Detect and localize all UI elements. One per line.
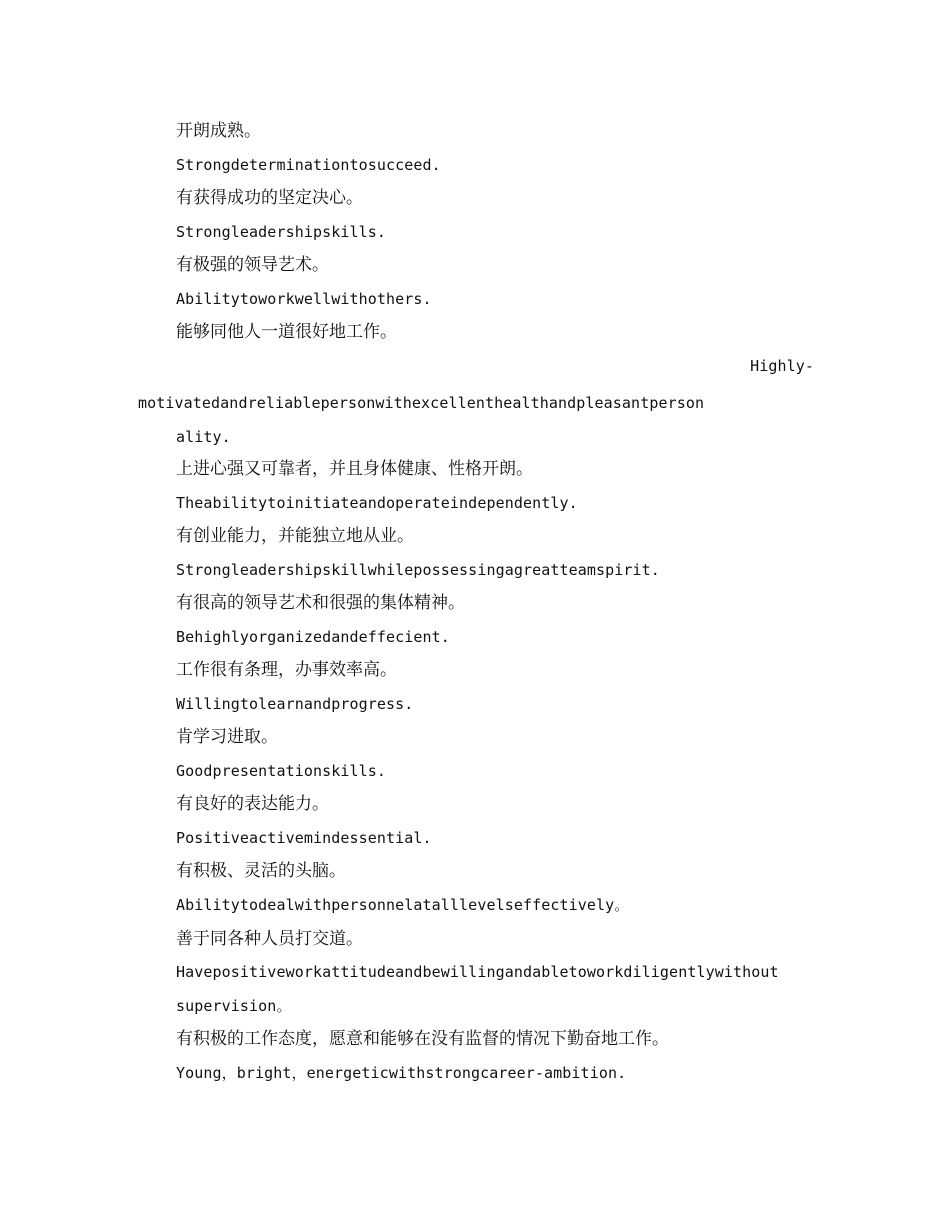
text-line: motivatedandreliablepersonwithexcellenthealthandpleasantperson bbox=[138, 394, 705, 412]
text-line: 有创业能力，并能独立地从业。 bbox=[176, 526, 414, 546]
text-line: 肯学习进取。 bbox=[176, 727, 278, 747]
text-line: supervision。 bbox=[176, 997, 292, 1015]
text-line: Positiveactivemindessential. bbox=[176, 829, 432, 847]
text-line: 有获得成功的坚定决心。 bbox=[176, 188, 363, 208]
text-line: 有积极的工作态度，愿意和能够在没有监督的情况下勤奋地工作。 bbox=[176, 1029, 669, 1049]
text-line: Highly- bbox=[750, 357, 814, 375]
text-line: ality. bbox=[176, 428, 231, 446]
text-line: 能够同他人一道很好地工作。 bbox=[176, 322, 397, 342]
text-line: Abilitytoworkwellwithothers. bbox=[176, 290, 432, 308]
text-line: Goodpresentationskills. bbox=[176, 762, 387, 780]
text-line: 善于同各种人员打交道。 bbox=[176, 929, 363, 949]
text-line: Theabilitytoinitiateandoperateindependently. bbox=[176, 494, 578, 512]
text-line: 有很高的领导艺术和很强的集体精神。 bbox=[176, 593, 465, 613]
text-line: 有良好的表达能力。 bbox=[176, 794, 329, 814]
text-line: Abilitytodealwithpersonnelatalllevelseffectively。 bbox=[176, 896, 630, 914]
text-line: 上进心强又可靠者，并且身体健康、性格开朗。 bbox=[176, 459, 533, 479]
text-line: Young，bright，energeticwithstrongcareer-ambition. bbox=[176, 1064, 627, 1082]
text-line: Strongdeterminationtosucceed. bbox=[176, 156, 441, 174]
text-line: Willingtolearnandprogress. bbox=[176, 695, 414, 713]
text-line: Behighlyorganizedandeffecient. bbox=[176, 628, 450, 646]
text-line: 有极强的领导艺术。 bbox=[176, 255, 329, 275]
text-line: Havepositiveworkattitudeandbewillingandabletoworkdiligentlywithout bbox=[176, 963, 779, 981]
text-line: Strongleadershipskillwhilepossessingagreatteamspirit. bbox=[176, 561, 660, 579]
text-line: Strongleadershipskills. bbox=[176, 223, 387, 241]
text-line: 开朗成熟。 bbox=[176, 121, 261, 141]
text-line: 工作很有条理，办事效率高。 bbox=[176, 660, 397, 680]
text-line: 有积极、灵活的头脑。 bbox=[176, 861, 346, 881]
